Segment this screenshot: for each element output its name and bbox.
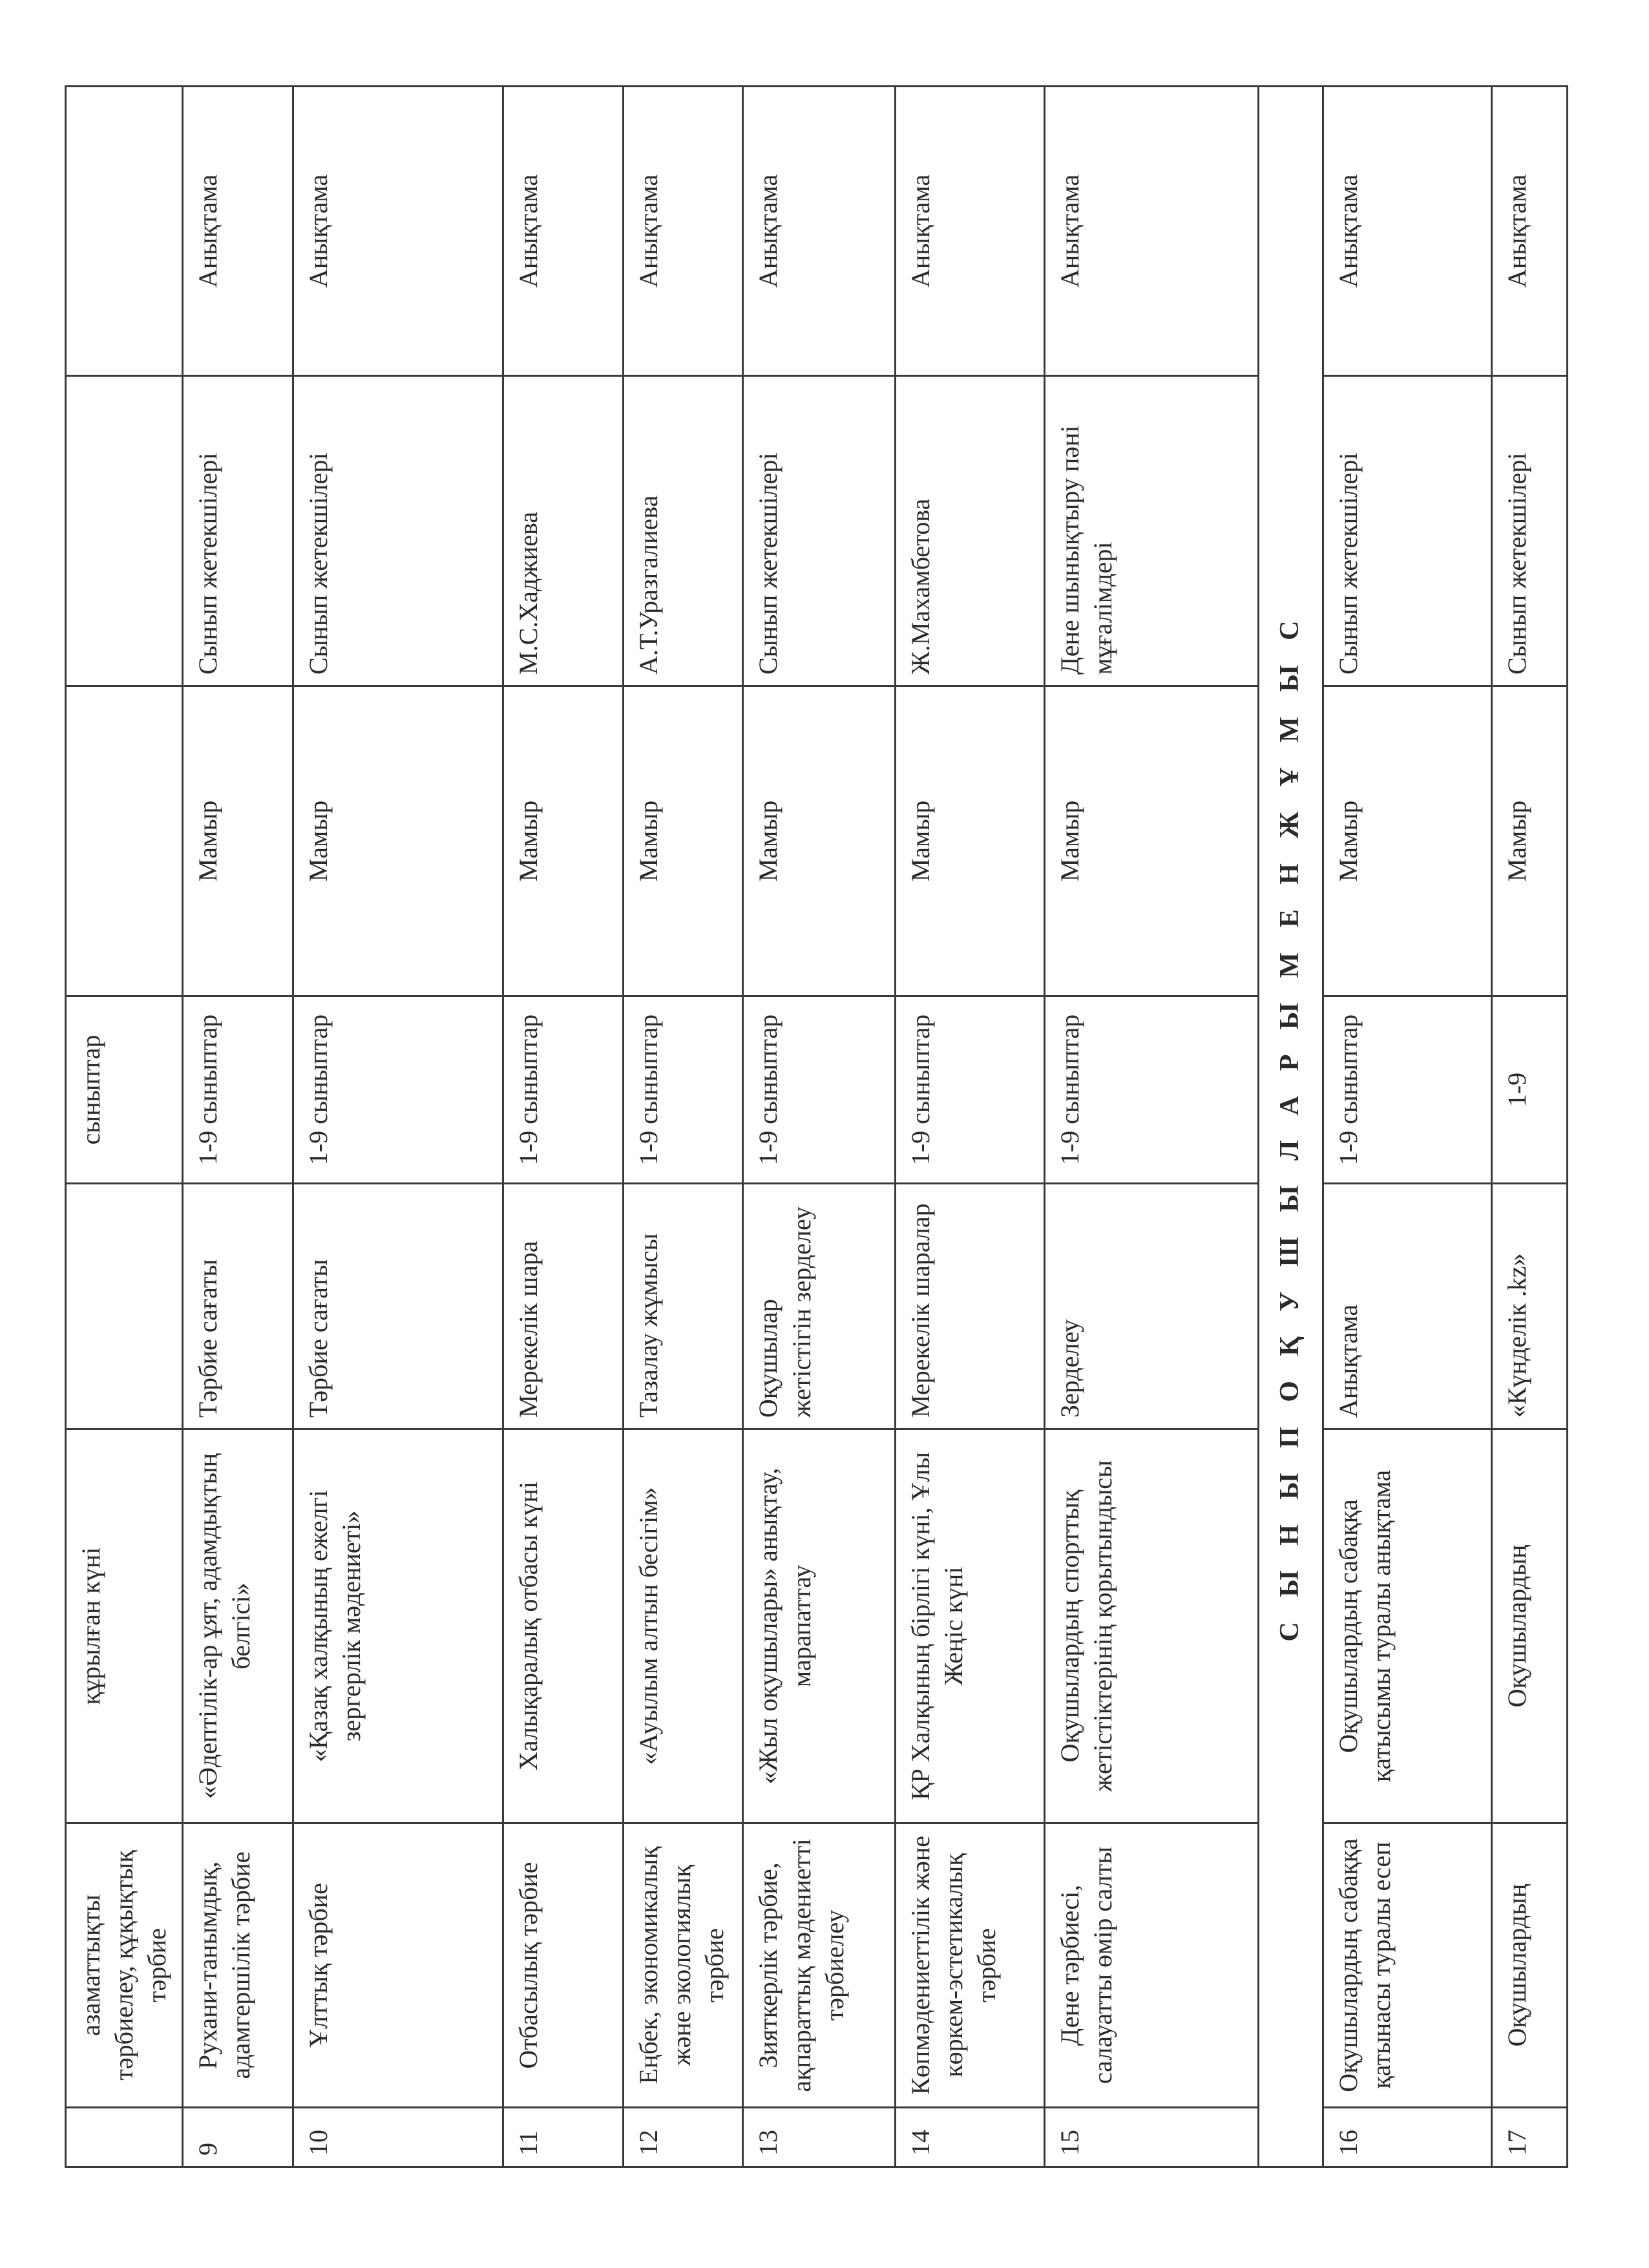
- cell-deadline: Мамыр: [623, 686, 743, 996]
- cell-result: Анықтама: [293, 87, 503, 376]
- cell-deadline: Мамыр: [503, 686, 624, 996]
- cell-form: Мерекелік шара: [503, 1184, 624, 1429]
- cell-deadline: Мамыр: [743, 686, 896, 996]
- cell-deadline: Мамыр: [896, 686, 1045, 996]
- cell-deadline: [66, 686, 183, 996]
- cell-participants: 1-9 сыныптар: [623, 996, 743, 1184]
- cell-participants: 1-9 сыныптар: [896, 996, 1045, 1184]
- cell-participants: 1-9 сыныптар: [293, 996, 503, 1184]
- cell-deadline: Мамыр: [1044, 686, 1258, 996]
- cell-number: 15: [1044, 2108, 1258, 2167]
- cell-responsible: Сынып жетекшілері: [743, 376, 896, 686]
- cell-event: Оқушылардың спорттық жетістіктерінің қорытындысы: [1044, 1429, 1258, 1823]
- table-row: [183, 87, 293, 2167]
- cell-number: 17: [1491, 2108, 1567, 2167]
- table-body-bottom: [1323, 87, 1567, 2167]
- cell-result: Анықтама: [743, 87, 896, 376]
- cell-deadline: Мамыр: [183, 686, 293, 996]
- cell-result: Анықтама: [183, 87, 293, 376]
- table-row: [1491, 87, 1567, 2167]
- cell-responsible: Дене шынықтыру пәні мұғалімдері: [1044, 376, 1258, 686]
- cell-event: Оқушылардың сабаққа қатысымы туралы анықтама: [1323, 1429, 1491, 1823]
- table-row: [623, 87, 743, 2167]
- cell-direction: Дене тәрбиесі, салауатты өмір салты: [1044, 1823, 1258, 2108]
- cell-direction: Оқушылардың: [1491, 1823, 1567, 2108]
- table-row: [293, 87, 503, 2167]
- cell-deadline: Мамыр: [293, 686, 503, 996]
- cell-result: [66, 87, 183, 376]
- cell-direction: Зияткерлік тәрбие, ақпараттық мәдениетті тәрбиелеу: [743, 1823, 896, 2108]
- cell-form: Мерекелік шаралар: [896, 1184, 1045, 1429]
- cell-event: Халықаралық отбасы күні: [503, 1429, 624, 1823]
- cell-responsible: Сынып жетекшілері: [1323, 376, 1491, 686]
- cell-result: Анықтама: [503, 87, 624, 376]
- cell-responsible: А.Т.Уразгалиева: [623, 376, 743, 686]
- table-row: [1323, 87, 1491, 2167]
- cell-responsible: Сынып жетекшілері: [293, 376, 503, 686]
- table-row: [503, 87, 624, 2167]
- cell-event: «Әдептілік-ар ұят, адамдықтың белгісі»: [183, 1429, 293, 1823]
- cell-participants: 1-9 сыныптар: [1044, 996, 1258, 1184]
- cell-result: Анықтама: [623, 87, 743, 376]
- cell-number: 16: [1323, 2108, 1491, 2167]
- section-title: С Ы Н Ы П О Қ У Ш Ы Л А Р Ы М Е Н Ж Ұ М Ы С: [1258, 87, 1323, 2167]
- cell-number: 14: [896, 2108, 1045, 2167]
- cell-event: құрылған күні: [66, 1429, 183, 1823]
- cell-participants: 1-9 сыныптар: [503, 996, 624, 1184]
- cell-event: Оқушылардың: [1491, 1429, 1567, 1823]
- cell-responsible: Ж.Махамбетова: [896, 376, 1045, 686]
- plan-table: [65, 85, 1568, 2168]
- section-row: [1258, 87, 1323, 2167]
- cell-event: ҚР Халқының бірлігі күні, Ұлы Жеңіс күні: [896, 1429, 1045, 1823]
- cell-number: 11: [503, 2108, 624, 2167]
- cell-form: «Күнделік .kz»: [1491, 1184, 1567, 1429]
- cell-direction: Рухани-танымдық, адамгершілік тәрбие: [183, 1823, 293, 2108]
- cell-direction: азаматтықты тәрбиелеу, құқықтық тәрбие: [66, 1823, 183, 2108]
- table-row: [1044, 87, 1258, 2167]
- cell-direction: Ұлттық тәрбие: [293, 1823, 503, 2108]
- cell-participants: 1-9: [1491, 996, 1567, 1184]
- cell-number: 13: [743, 2108, 896, 2167]
- cell-event: «Ауылым алтын бесігім»: [623, 1429, 743, 1823]
- section-body: [1258, 87, 1323, 2167]
- cell-form: Тәрбие сағаты: [183, 1184, 293, 1429]
- table-row: [66, 87, 183, 2167]
- cell-direction: Отбасылық тәрбие: [503, 1823, 624, 2108]
- cell-direction: Көпмәдениеттілік және көркем-эстетикалық тәрбие: [896, 1823, 1045, 2108]
- cell-form: Тәрбие сағаты: [293, 1184, 503, 1429]
- cell-direction: Оқушылардың сабаққа қатынасы туралы есеп: [1323, 1823, 1491, 2108]
- cell-responsible: М.С.Хаджиева: [503, 376, 624, 686]
- cell-event: «Қазақ халқының ежелгі зергерлік мәдениеті»: [293, 1429, 503, 1823]
- cell-result: Анықтама: [1044, 87, 1258, 376]
- cell-direction: Еңбек, экономикалық және экологиялық тәрбие: [623, 1823, 743, 2108]
- cell-form: Зерделеу: [1044, 1184, 1258, 1429]
- cell-result: Анықтама: [1491, 87, 1567, 376]
- table-body-top: [66, 87, 1259, 2167]
- cell-form: [66, 1184, 183, 1429]
- cell-participants: 1-9 сыныптар: [743, 996, 896, 1184]
- table-row: [743, 87, 896, 2167]
- cell-event: «Жыл оқушылары» анықтау, марапаттау: [743, 1429, 896, 1823]
- table-row: [896, 87, 1045, 2167]
- cell-form: Оқушылар жетістігін зерделеу: [743, 1184, 896, 1429]
- cell-deadline: Мамыр: [1491, 686, 1567, 996]
- cell-participants: 1-9 сыныптар: [1323, 996, 1491, 1184]
- cell-number: 9: [183, 2108, 293, 2167]
- cell-responsible: [66, 376, 183, 686]
- cell-number: 10: [293, 2108, 503, 2167]
- cell-form: Тазалау жұмысы: [623, 1184, 743, 1429]
- cell-result: Анықтама: [1323, 87, 1491, 376]
- cell-result: Анықтама: [896, 87, 1045, 376]
- cell-responsible: Сынып жетекшілері: [1491, 376, 1567, 686]
- cell-number: [66, 2108, 183, 2167]
- cell-number: 12: [623, 2108, 743, 2167]
- cell-responsible: Сынып жетекшілері: [183, 376, 293, 686]
- cell-participants: сыныптар: [66, 996, 183, 1184]
- cell-deadline: Мамыр: [1323, 686, 1491, 996]
- cell-participants: 1-9 сыныптар: [183, 996, 293, 1184]
- cell-form: Анықтама: [1323, 1184, 1491, 1429]
